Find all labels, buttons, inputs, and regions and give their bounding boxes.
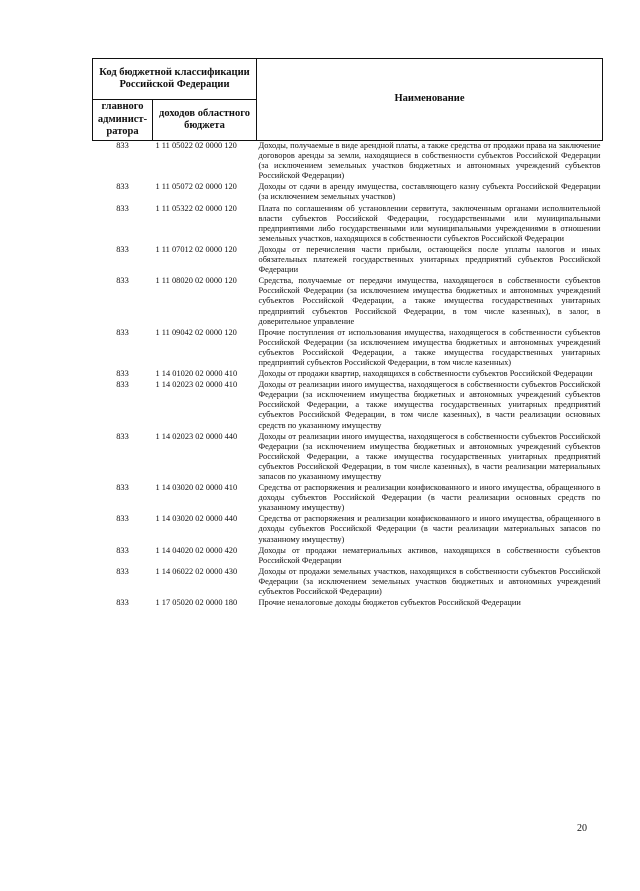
table-row — [93, 598, 603, 609]
table-row — [93, 182, 603, 203]
name-cell: Доходы от продажи квартир, находящихся в собственности субъектов Российской Федерации — [258, 369, 593, 379]
admin-code-cell: 833 — [116, 141, 129, 150]
table-row — [93, 546, 603, 567]
income-code-cell: 1 14 06022 02 0000 430 — [155, 566, 238, 576]
admin-code-cell: 833 — [116, 483, 129, 493]
admin-code-cell: 833 — [116, 276, 129, 286]
table-row — [93, 141, 603, 183]
income-code-cell: 1 14 02023 02 0000 410 — [155, 380, 238, 390]
admin-code-cell: 833 — [116, 545, 129, 555]
table-row — [93, 432, 603, 483]
admin-code-cell: 833 — [116, 380, 129, 390]
income-code-cell: 1 14 01020 02 0000 410 — [155, 369, 238, 379]
admin-code-cell: 833 — [116, 369, 129, 379]
admin-code-cell: 833 — [116, 203, 129, 213]
page-number: 20 — [577, 823, 587, 834]
income-code-cell: 1 14 02023 02 0000 440 — [155, 431, 238, 441]
admin-code-cell: 833 — [116, 566, 129, 576]
income-code-cell: 1 11 08020 02 0000 120 — [155, 276, 237, 286]
income-code-cell: 1 14 03020 02 0000 410 — [155, 483, 238, 493]
income-column-header: доходов областного бюджета — [153, 100, 257, 141]
name-cell: Доходы от продажи нематериальных активов, находящихся в собственности субъектов Российской Федерации — [258, 545, 601, 565]
table-row — [93, 369, 603, 380]
admin-code-cell: 833 — [116, 327, 129, 337]
income-code-cell: 1 14 03020 02 0000 440 — [155, 514, 238, 524]
table-row — [93, 245, 603, 276]
budget-classification-table — [92, 58, 603, 609]
name-cell: Прочие поступления от использования имущества, находящегося в собственности субъектов Российской Федерации (за исключением имущества бюджетных и автономных учреждений субъектов Российской Федерации, а также имущества государственных унитарных предприятий субъектов Российской Федерации, в том числе казенных) — [258, 327, 601, 367]
name-cell: Доходы от сдачи в аренду имущества, составляющего казну субъекта Российской Федерации (за исключением земельных участков) — [258, 182, 601, 202]
admin-code-cell: 833 — [116, 514, 129, 524]
table-row — [93, 204, 603, 245]
income-code-cell: 1 11 05022 02 0000 120 — [155, 141, 237, 150]
name-cell: Доходы от реализации иного имущества, находящегося в собственности субъектов Российской Федерации (за исключением имущества бюджетных и автономных учреждений субъектов Российской Федерации, а также имущества государственных унитарных предприятий субъектов Российской Федерации, в том числе казенных), в части реализации основных средств по указанному имуществу — [258, 380, 601, 430]
table-row — [93, 567, 603, 598]
admin-code-cell: 833 — [116, 244, 129, 254]
name-column-header: Наименование — [257, 59, 603, 141]
income-code-cell: 1 17 05020 02 0000 180 — [155, 598, 238, 608]
table-body — [93, 141, 603, 610]
name-cell: Доходы от реализации иного имущества, находящегося в собственности субъектов Российской Федерации (за исключением имущества бюджетных и автономных учреждений субъектов Российской Федерации, а также имущества государственных унитарных предприятий субъектов Российской Федерации, в том числе казенных), в части реализации материальных запасов по указанному имуществу — [258, 431, 601, 481]
table-row — [93, 483, 603, 514]
name-cell: Средства, получаемые от передачи имущества, находящегося в собственности субъектов Российской Федерации (за исключением имущества бюджетных и автономных учреждений субъектов Российской Федерации, а также имущества государственных унитарных предприятий субъектов Российской Федерации, в том числе казенных), в залог, в доверительное управление — [258, 276, 601, 326]
income-code-cell: 1 11 07012 02 0000 120 — [155, 244, 237, 254]
document-page — [92, 58, 602, 609]
name-cell: Средства от распоряжения и реализации конфискованного и иного имущества, обращенного в доходы субъектов Российской Федерации (в части реализации материальных запасов по указанному имуществу) — [258, 514, 601, 544]
name-cell: Плата по соглашениям об установлении сервитута, заключенным органами исполнительной власти субъектов Российской Федерации, государственными или муниципальными предприятиями либо государственными или муниципальными учреждениями в отношении земельных участков, находящихся в собственности субъектов Российской Федерации — [258, 203, 601, 243]
income-code-cell: 1 11 05322 02 0000 120 — [155, 203, 237, 213]
table-header — [93, 59, 603, 141]
name-cell: Доходы, получаемые в виде арендной платы, а также средства от продажи права на заключение договоров аренды за земли, находящиеся в собственности субъектов Российской Федерации (за исключением земельных участков бюджетных и автономных учреждений субъектов Российской Федерации) — [258, 141, 601, 181]
income-code-cell: 1 14 04020 02 0000 420 — [155, 545, 238, 555]
income-code-cell: 1 11 09042 02 0000 120 — [155, 327, 237, 337]
name-cell: Доходы от продажи земельных участков, находящихся в собственности субъектов Российской Федерации (за исключением земельных участков бюджетных и автономных учреждений субъектов Российской Федерации) — [258, 566, 601, 597]
admin-code-cell: 833 — [116, 431, 129, 441]
table-row — [93, 380, 603, 431]
table-row — [93, 276, 603, 327]
admin-code-cell: 833 — [116, 182, 129, 192]
name-cell: Прочие неналоговые доходы бюджетов субъектов Российской Федерации — [258, 598, 521, 608]
table-row — [93, 328, 603, 369]
code-group-header: Код бюджетной классификации Российской Федерации — [93, 59, 257, 100]
name-cell: Доходы от перечисления части прибыли, остающейся после уплаты налогов и иных обязательных платежей государственных унитарных предприятий субъектов Российской Федерации — [258, 244, 601, 275]
admin-column-header: главного админист-ратора — [93, 100, 153, 141]
admin-code-cell: 833 — [116, 598, 129, 608]
table-row — [93, 514, 603, 545]
income-code-cell: 1 11 05072 02 0000 120 — [155, 182, 237, 192]
name-cell: Средства от распоряжения и реализации конфискованного и иного имущества, обращенного в доходы субъектов Российской Федерации (в части реализации основных средств по указанному имуществу) — [258, 483, 601, 513]
